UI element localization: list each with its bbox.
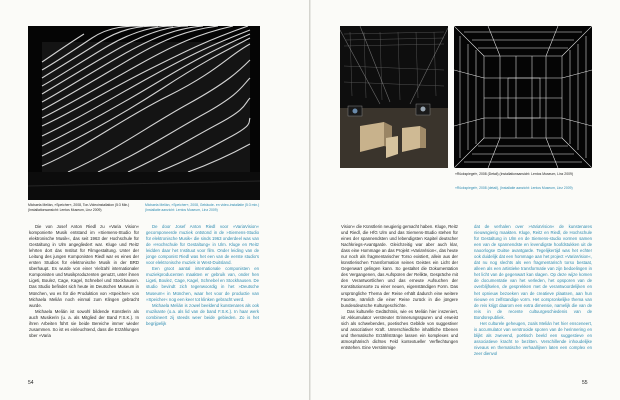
caption-wireframe-dutch: »Rückspiegel«, 2008 (detail), (Installatie aanzicht: Lentos Museum, Linz 2009) (455, 186, 573, 190)
photo-gallery-installation (340, 26, 448, 168)
page-number: 55 (582, 380, 588, 386)
paragraph: Michaela Melián ist sowohl bildende Künstlerin als auch Musikerin (u. a. als Mitglied der Band F.S.K.). In ihren Arbeiten führt sie beide Bereiche immer wieder zusammen. So ist es einleuchtend, dass die Erzählungen über »Varia (29, 308, 139, 338)
paragraph: Het culturele geheugen, zoals Melián het hier ensceneert, is accumulator van verstrooide sporen van de herinnering en blijkt als zwevend, poëtisch beeld een suggestieve en associatieve kracht te bezitten. Verschillende inhoudelijke niveaus en thematische verhaallijnen laten een complex en zeer dienvol (474, 320, 592, 356)
page-number: 54 (28, 380, 34, 386)
paragraph: Een groot aantal internationale componisten en muziekproducenten maakten er gebruik van, onder hen Ligeti, Boulez, Cage, Kagel, Schnebel en Stockhausen. De studio bevindt zich tegenwoordig in het »Deutsche Museum« in München, waar het voor de productie van »Speicher« nog een keer tot klinken gebracht werd. (146, 266, 259, 302)
paragraph: De door Josef Anton Riedl voor »VariaVision« gecomponeerde muziek ontstond in de »Siemens-Studio für elektronische Musik« die sinds 1963 onderdeel was van de »Hochschule für Gestaltung« in Ulm. Kluge en Reitz leidden daar het Instituut voor film. Onder leiding van de jonge componist Riedl was het een van de eerste studio's voor elektronische muziek in West-Duitsland. (146, 224, 259, 266)
paragraph: Vision« die Künstlerin neugierig gemacht haben. Kluge, Reitz und Riedl, die HfG Ulm und das Siemens-Studio stehen für eines der spannendsten und lebendigsten Kapitel deutscher Nachkriegs-Avantgarde. Gleichzeitig war aber auch klar, dass eine Hommage an das Projekt »VariaVision«, das heute nur noch als fragmentarischer Torso existiert, allein aus der künstlerischen Transformation seines Geistes ein Licht der Gegenwart gelingen kann. So gestaltet die Dokumentation des Vergangenen, das Aufspüren der Relikte, Gespräche mit den Verantwortlichen und das erneute Aufsuchen der Konstitutionsorte zu einer neuen, eigenständigen Form. Das ursprüngliche Thema der Reise erhält dadurch eine weitere Facette, nämlich die einer Reise zurück in die jüngere bundesdeutsche Kulturgeschichte. (341, 224, 458, 308)
photo-projection-waves (28, 26, 260, 200)
photo-caption-dutch: Michaela Melián, »Speicher«, 2008, Gebäude- en video-installatie (5:3 min.) (Installatie aanzicht: Lentos Museum, Linz 2009) (145, 203, 260, 212)
paragraph: Michaela Melián is zowel beeldend kunstenares als ook muzikante (o.a. als lid van de band F.S.K.). In haar werk combineert zij steeds weer beide gebieden. Zo is het begrijpelijk (146, 302, 259, 326)
paragraph: Die von Josef Anton Riedl zu »Varia Vision« komponierte Musik entstand im »Siemens-Studio für elektronische Musik«, das seit 1963 der Hochschule für Gestaltung in Ulm angegliedert war. Kluge und Reitz lehrten dort das Institut für Filmgestaltung. Unter der Leitung des jungen Komponisten Riedl war es eines der ersten Studios für elektronische Musik in der BRD überhaupt. Es wurde von einer Vielzahl internationaler Komponisten und Musikproduzenten genutzt, unter ihnen Ligeti, Boulez, Cage, Kagel, Schnebel und Stockhausen. Das Studio befindet sich heute im Deutschen Museum in München, wo es für die Produktion von »Speicher« von Michaela Melián noch einmal zum Klingen gebracht wurde. (29, 224, 139, 308)
paragraph: Das kulturelle Gedächtnis, wie es Melián hier inszeniert, ist Akkumulator verstreuter Erinnerungsspuren und erweist sich als schwebendes, poetisches Gebilde von suggestiver und assoziativer Kraft. Unterschiedliche inhaltliche Ebenen und thematische Erzählstränge lassen ein komplexes und atmosphärisch dichtes Feld kontextueller Verflechtungen entstehen. Eine Verstimmige (341, 308, 458, 350)
caption-wireframe-german: »Rückspiegel«, 2008 (Detail) (Installationsansicht: Lentos Museum, Linz 2009) (455, 172, 573, 176)
body-text-german (29, 224, 139, 339)
body-text-dutch (146, 224, 259, 327)
paragraph: dat de verhalen over »VariaVision« de kunstenares nieuwsgierig maakten. Kluge, Reitz en Riedl, de Hochschule für Gestaltung in Ulm en de Siemens-studio vormen samen een van de spannendste en levendigste hoofdstukken uit de naoorlogse Duitse avantgarde. Tegelijkertijd was het echter ook duidelijk dat een hommage aan het project »VariaVision«, dat nu nog slechts als een fragmentarisch torso bestaat, alleen als een artistieke transformatie van zijn bedoelingen in het licht van de gegenwart kan slagen. Op deze wijze komen de documentatie van het verleden, het opsporen van de overblijfselen, de gesprekken met de verantwoordelijken en het opnieuw bezoeken van de creatieve plaatsen, aan hun nieuwe en zelfstandige vorm. Het oorspronkelijke thema van de reis krijgt daarom een extra dimensie, namelijk die van de reis in de recente cultuurgeschiedenis van de Bondsrepubliek. (474, 224, 592, 320)
photo-caption-german: Michaela Melián, »Speicher«, 2008, Ton-Videoinstallation (5:3 Min.) (Installationsansicht: Lentos Museum, Linz 2009) (28, 203, 130, 212)
body-text-dutch (474, 224, 592, 357)
body-text-german (341, 224, 458, 351)
book-gutter (309, 0, 311, 400)
photo-wireframe-drawing (454, 26, 592, 168)
